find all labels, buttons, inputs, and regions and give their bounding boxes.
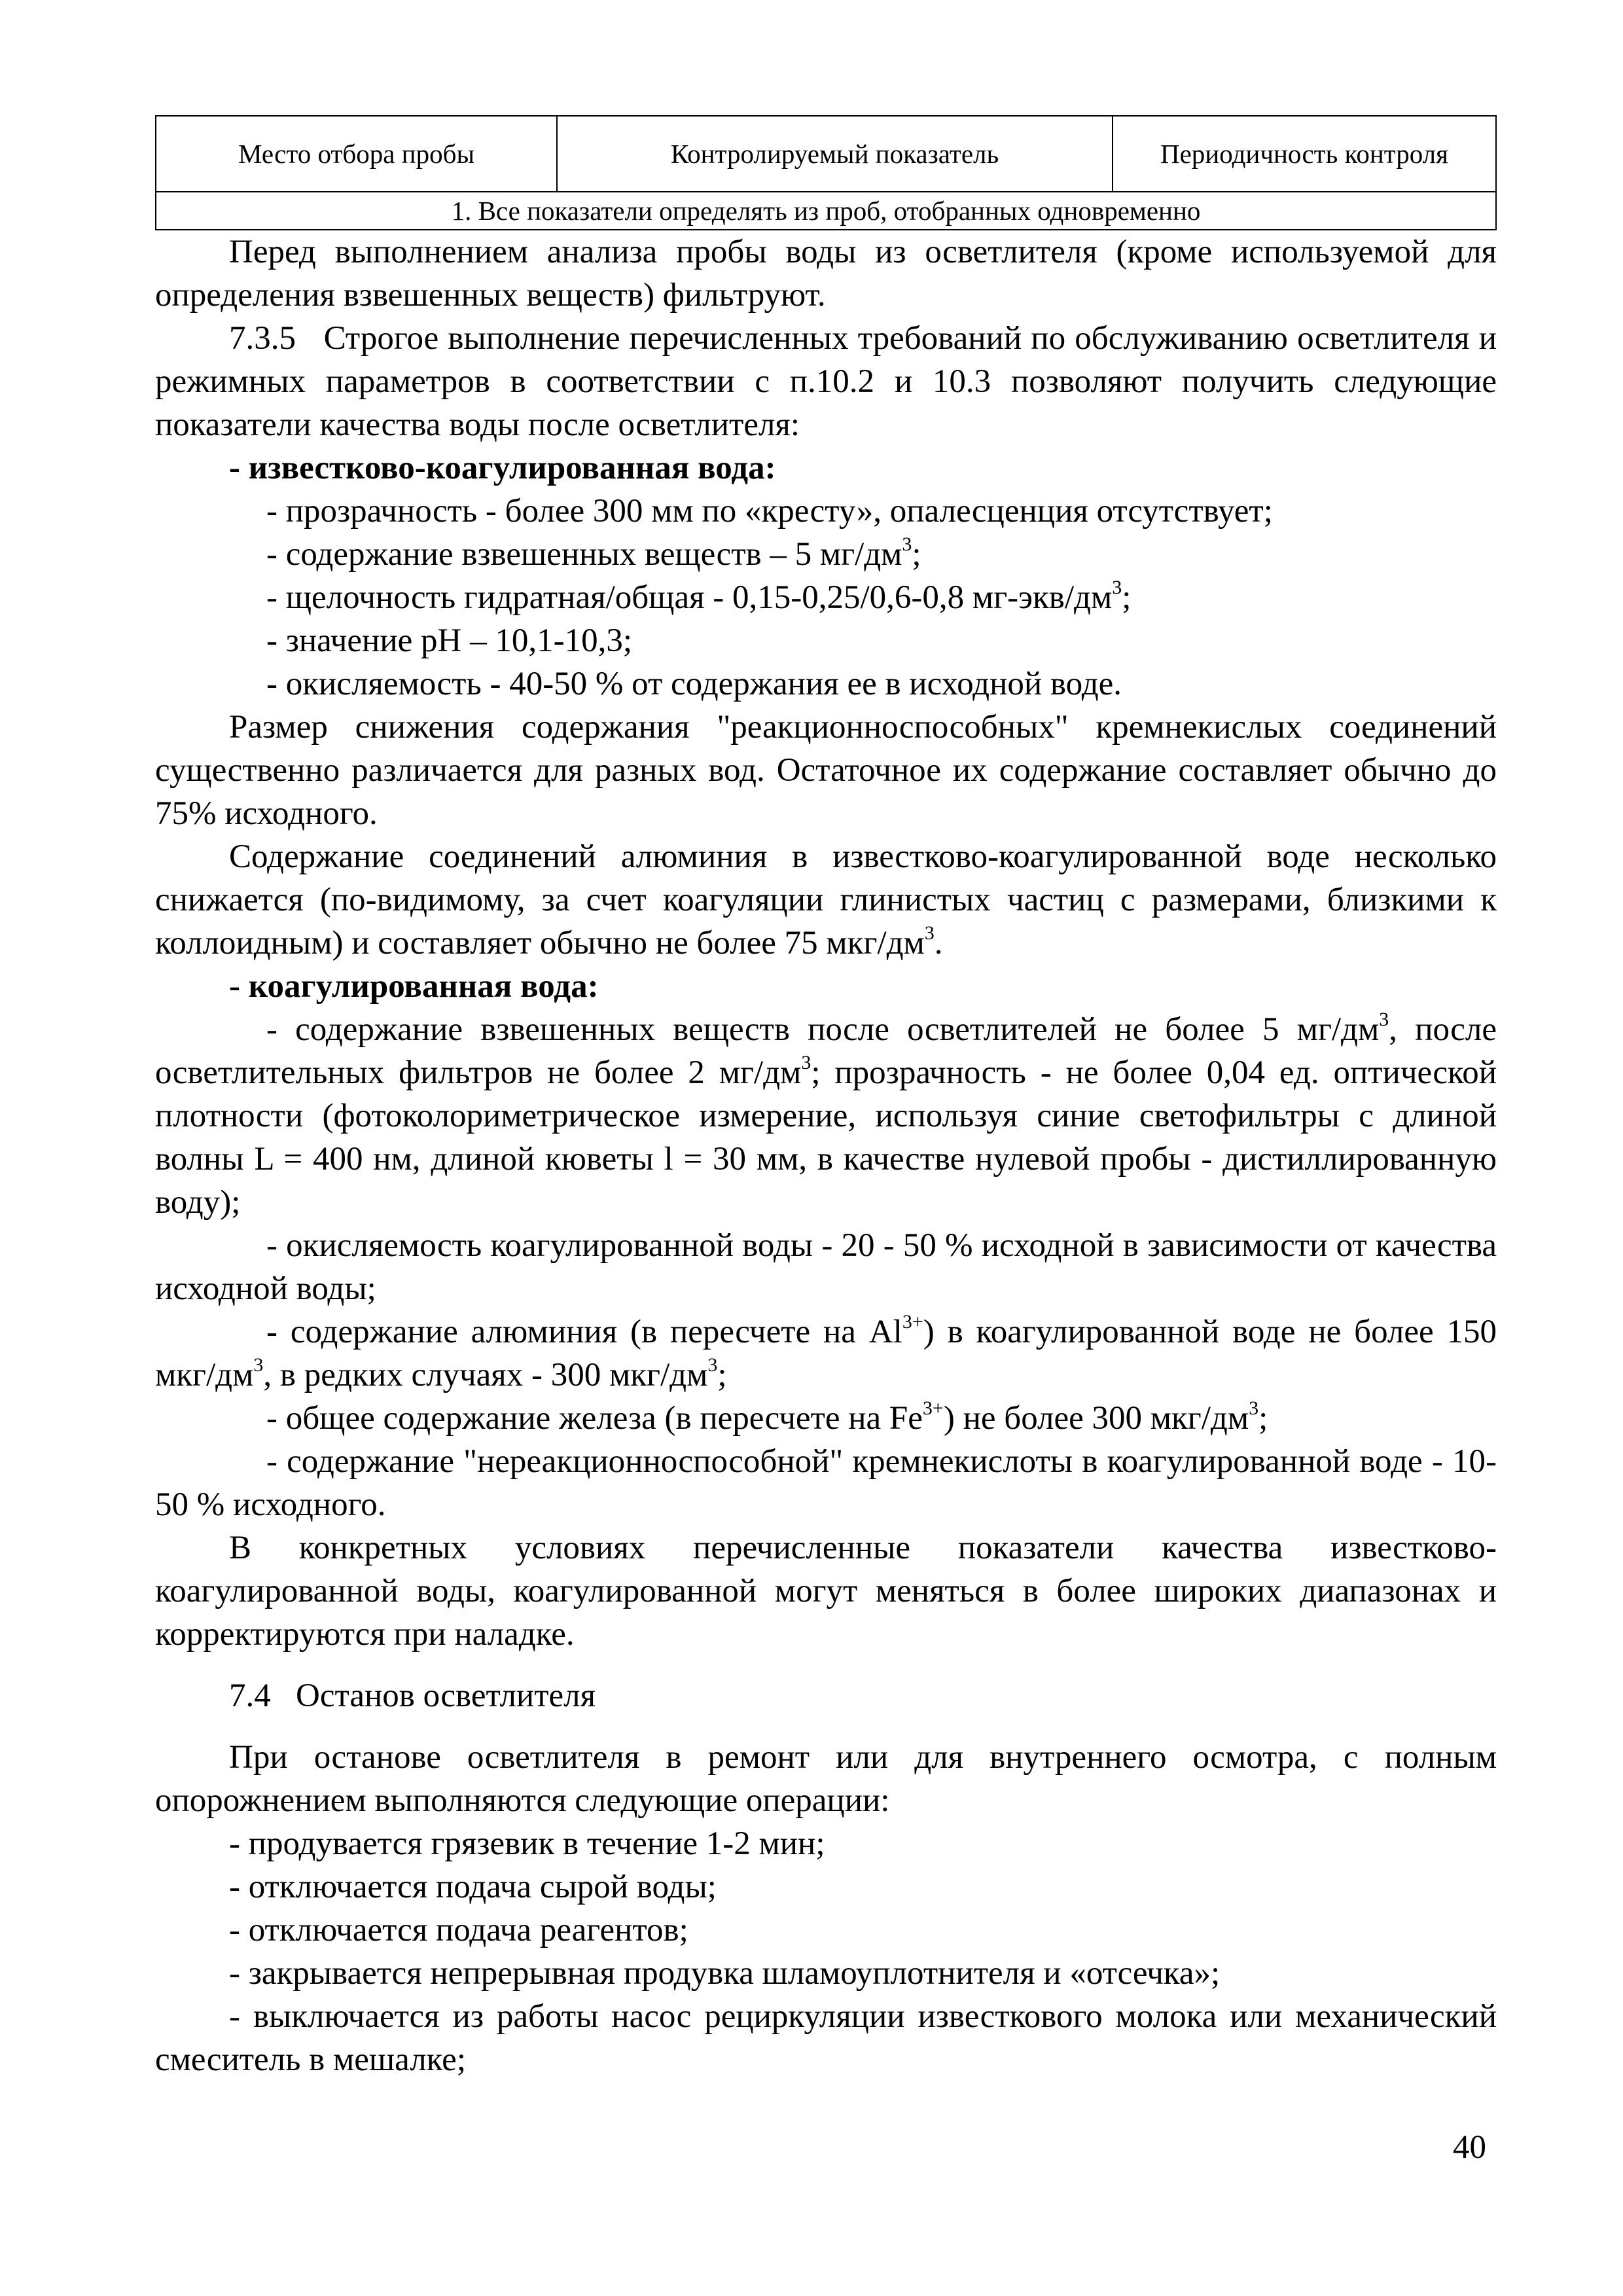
list-item: - щелочность гидратная/общая - 0,15-0,25/0,6-0,8 $мг-экв/дм^3$; [266,577,1132,616]
list-item: - закрывается непрерывная продувка шламоуплотнителя и «отсечка»; [229,1955,1221,1992]
list-item: - значение pH – 10,1-10,3; [266,622,633,659]
list-item: - окисляемость - 40-50 % от содержания ее в исходной воде. [266,666,1122,702]
table-header-control-frequency: Периодичность контроля [1113,116,1496,192]
list-item: - отключается подача сырой воды; [229,1869,717,1905]
list-item: - выключается из работы насос рециркуляции известкового молока или механический смеситель в мешалке; [155,1998,1497,2078]
list-item: - продувается грязевик в течение 1-2 мин; [229,1825,825,1862]
section-title: Останов осветлителя [296,1677,596,1714]
list-item: - общее содержание железа (в пересчете на $Fe^{3+}$) не более 300 мкг/$дм^3$; [266,1397,1268,1437]
coagulated-water-heading: - коагулированная вода: [229,968,599,1005]
list-item: - прозрачность - более 300 мм по «кресту», опалесценция отсутствует; [266,493,1273,529]
section-text: Строгое выполнение перечисленных требований по обслуживанию осветлителя и режимных параметров в соответствии с п.10.2 и 10.3 позволяют получить следующие показатели качества воды после осветлителя: [155,320,1497,443]
list-item: - отключается подача реагентов; [229,1912,688,1948]
paragraph-silica: Размер снижения содержания "реакционноспособных" кремнекислых соединений существенно различается для разных вод. Остаточное их содержание составляет обычно до 75% исходного. [155,709,1497,832]
list-item: - содержание взвешенных веществ после осветлителей не более 5 $мг/дм^3$, после осветлительных фильтров не более 2 $мг/дм^3$; прозрачность - не более 0,04 ед. оптической плотности (фотоколориметрическое измерение, используя синие светофильтры с длиной волны L = 400 нм, длиной кюветы l = 30 мм, в качестве нулевой пробы - дистиллированную воду); [155,1009,1497,1221]
table-header-controlled-indicator: Контролируемый показатель [557,116,1113,192]
table-header-sampling-place: Место отбора пробы [156,116,557,192]
section-number: 7.3.5 [229,320,296,357]
sampling-table [155,115,1497,230]
section-7-3-5 [155,317,1497,446]
paragraph-shutdown-intro: При останове осветлителя в ремонт или для внутреннего осмотра, с полным опорожнением выполняются следующие операции: [155,1739,1497,1819]
section-7-4-heading [155,1674,1497,1717]
paragraph-aluminium: Содержание соединений алюминия в известково-коагулированной воде несколько снижается (по-видимому, за счет коагуляции глинистых частиц с размерами, близкими к коллоидным) и составляет обычно не более 75 мкг/$дм^3$. [155,838,1497,961]
page-number: 40 [1453,2129,1486,2166]
body-text [155,230,1497,2081]
paragraph-conditions: В конкретных условиях перечисленные показатели качества известково-коагулированной воды, коагулированной могут меняться в более широких диапазонах и корректируются при наладке. [155,1530,1497,1653]
list-item: - содержание "нереакционноспособной" кремнекислоты в коагулированной воде - 10-50 % исходного. [155,1443,1497,1523]
list-item: - содержание алюминия (в пересчете на $Al^{3+}$) в коагулированной воде не более 150 мкг/$дм^3$, в редких случаях - 300 мкг/$дм^3$; [155,1311,1497,1393]
table-note: 1. Все показатели определять из проб, отобранных одновременно [156,192,1496,230]
page-content [155,115,1497,2081]
list-item: - окисляемость коагулированной воды - 20 - 50 % исходной в зависимости от качества исходной воды; [155,1227,1497,1307]
section-number: 7.4 [229,1677,271,1714]
list-item: - содержание взвешенных веществ – 5 $мг/дм^3$; [266,533,921,573]
paragraph-filter: Перед выполнением анализа пробы воды из осветлителя (кроме используемой для определения взвешенных веществ) фильтруют. [155,234,1497,314]
lime-water-heading: - известково-коагулированная вода: [229,450,776,486]
